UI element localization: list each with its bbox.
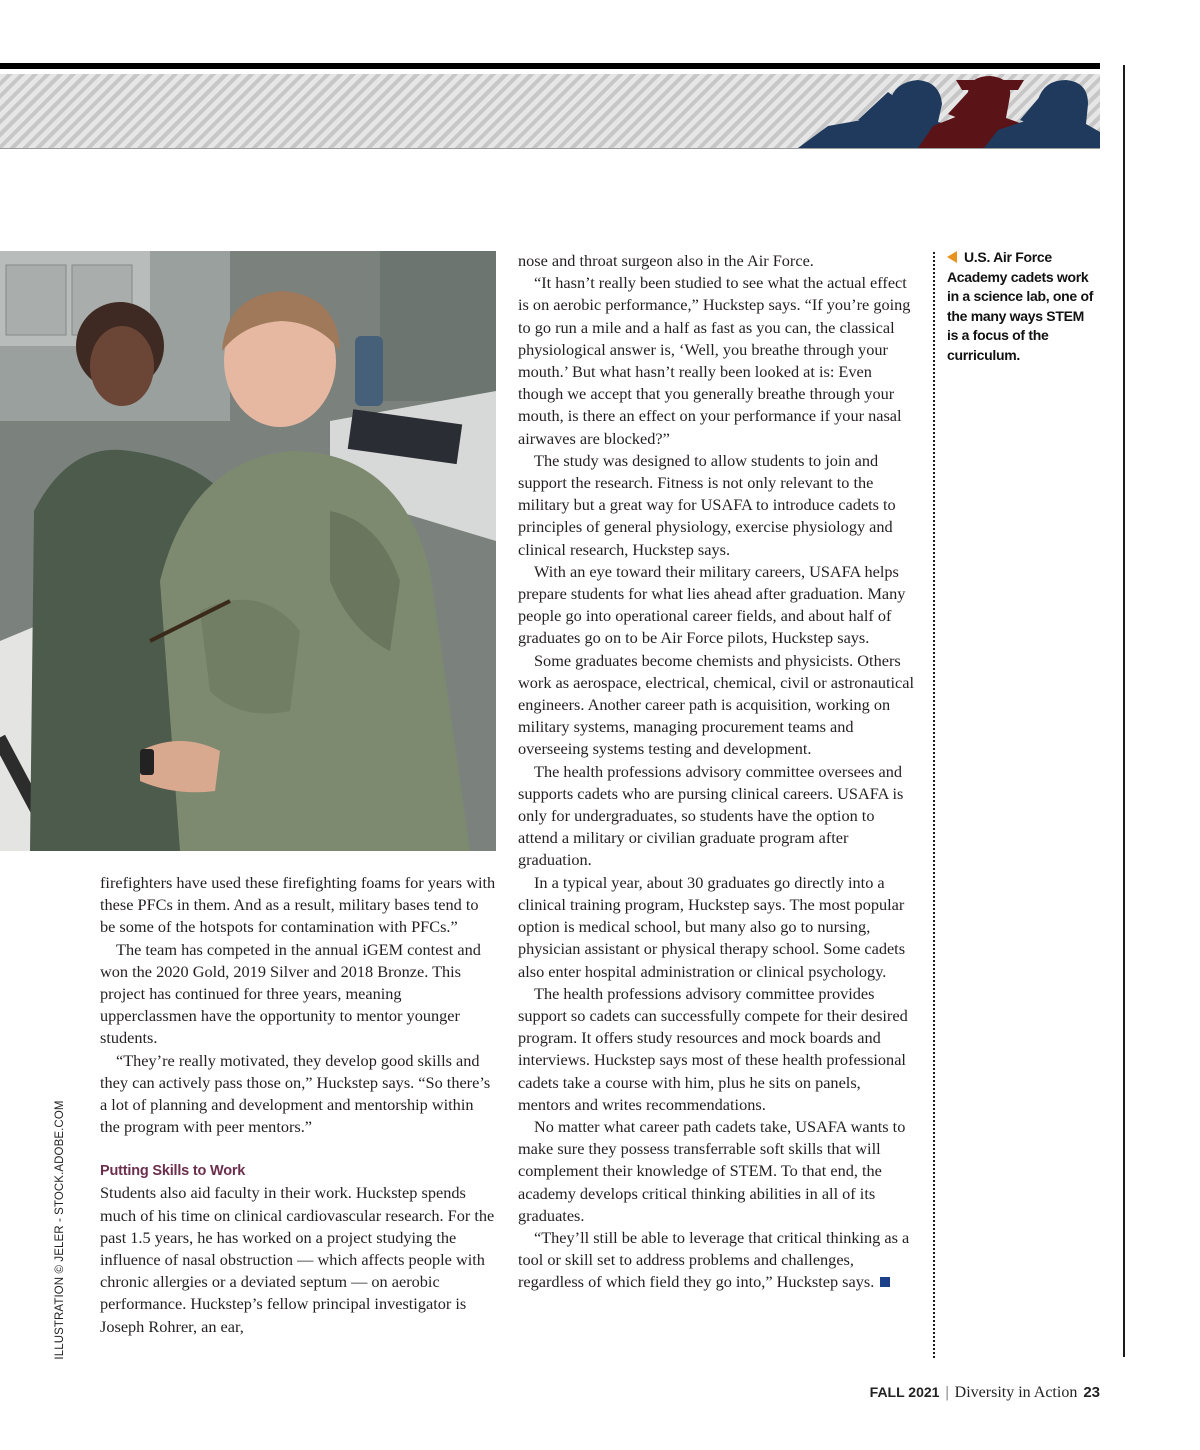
end-mark-icon bbox=[880, 1277, 890, 1287]
body-paragraph: The health professions advisory committee provides support so cadets can successfully compete for their desired program. It offers study resources and mock boards and interviews. Huckstep says most of these health professional cadets take a course with him, plus he sits on panels, mentors and writes recommendations. bbox=[518, 983, 908, 1114]
header-banner bbox=[0, 74, 1100, 149]
page-edge-rule bbox=[1123, 65, 1125, 1357]
body-paragraph-final bbox=[518, 1227, 916, 1294]
body-paragraph: Some graduates become chemists and physicists. Others work as aerospace, electrical, chemical, civil or astronautical engineers. Another career path is acquisition, working on military systems, managing procurement teams and overseeing systems testing and development. bbox=[518, 650, 914, 759]
body-paragraph: The study was designed to allow students to join and support the research. Fitness is not only relevant to the military but a great way for USAFA to introduce cadets to principles of general physiology, exercise physiology and clinical research, Huckstep says. bbox=[518, 450, 896, 559]
caption-arrow-icon bbox=[947, 251, 957, 263]
footer-separator: | bbox=[945, 1384, 949, 1401]
page-number: 23 bbox=[1083, 1384, 1100, 1401]
illustration-credit: ILLUSTRATION © JELER - STOCK.ADOBE.COM bbox=[54, 1100, 66, 1360]
final-paragraph-text: “They’ll still be able to leverage that critical thinking as a tool or skill set to address problems and challenges, regardless of which field they go into,” Huckstep says. bbox=[518, 1227, 910, 1292]
article-column-1 bbox=[100, 872, 496, 1338]
body-paragraph: Students also aid faculty in their work. Huckstep spends much of his time on clinical cardiovascular research. For the past 1.5 years, he has worked on a project studying the influence of nasal obstruction — which affects people with chronic allergies or a deviated septum — on aerobic performance. Huckstep’s fellow principal investigator is Joseph Rohrer, an ear, bbox=[100, 1183, 495, 1336]
body-paragraph: nose and throat surgeon also in the Air Force. bbox=[518, 251, 814, 270]
caption-text: U.S. Air Force Academy cadets work in a science lab, one of the many ways STEM is a focus of the curriculum. bbox=[947, 249, 1094, 363]
article-column-2 bbox=[518, 250, 916, 1294]
saluting-cadets-silhouette-icon bbox=[798, 74, 1100, 148]
magazine-name: Diversity in Action bbox=[954, 1384, 1078, 1401]
body-paragraph: firefighters have used these firefighting foams for years with these PFCs in them. And as a result, military bases tend to be some of the hotspots for contamination with PFCs.” bbox=[100, 873, 496, 937]
subhead: Putting Skills to Work bbox=[100, 1163, 246, 1180]
issue-season: FALL 2021 bbox=[869, 1384, 940, 1400]
body-paragraph: With an eye toward their military careers, USAFA helps prepare students for what lies ahead after graduation. Many people go into operational career fields, and about half of graduates go on to be Air Force pilots, Huckstep says. bbox=[518, 561, 906, 648]
body-paragraph: In a typical year, about 30 graduates go directly into a clinical training program, Huckstep says. The most popular option is medical school, but many also go to nursing, physician assistant or physical therapy school. Some cadets also enter hospital administration or clinical psychology. bbox=[518, 872, 906, 981]
page-footer bbox=[870, 1384, 1100, 1402]
header-rule bbox=[0, 63, 1100, 69]
body-paragraph: No matter what career path cadets take, USAFA wants to make sure they possess transferrable soft skills that will complement their knowledge of STEM. To that end, the academy develops critical thinking abilities in all of its graduates. bbox=[518, 1116, 906, 1225]
photo-caption bbox=[947, 248, 1097, 365]
body-paragraph: The team has competed in the annual iGEM contest and won the 2020 Gold, 2019 Silver and 2018 Bronze. This project has continued for three years, meaning upperclassmen have the opportunity to mentor younger students. bbox=[100, 939, 481, 1048]
caption-dotted-rule bbox=[933, 252, 935, 1358]
photo-illustration bbox=[0, 251, 496, 851]
body-paragraph: “They’re really motivated, they develop good skills and they can actively pass those on,” Huckstep says. “So there’s a lot of planning and development and mentorship within the program with peer mentors.” bbox=[100, 1050, 491, 1137]
body-paragraph: “It hasn’t really been studied to see what the actual effect is on aerobic performance,” Huckstep says. “If you’re going to go run a mile and a half as fast as you can, the classical physiological answer is, ‘Well, you breathe through your mouth.’ But what hasn’t really been looked at is: Even though we accept that you generally breathe through your mouth, is there an effect on your performance if your nasal airwaves are blocked?” bbox=[518, 273, 911, 448]
cadets-lab-photo bbox=[0, 251, 496, 851]
body-paragraph: The health professions advisory committee oversees and supports cadets who are pursing clinical careers. USAFA is only for undergraduates, so students have the option to attend a military or civilian graduate program after graduation. bbox=[518, 761, 904, 870]
